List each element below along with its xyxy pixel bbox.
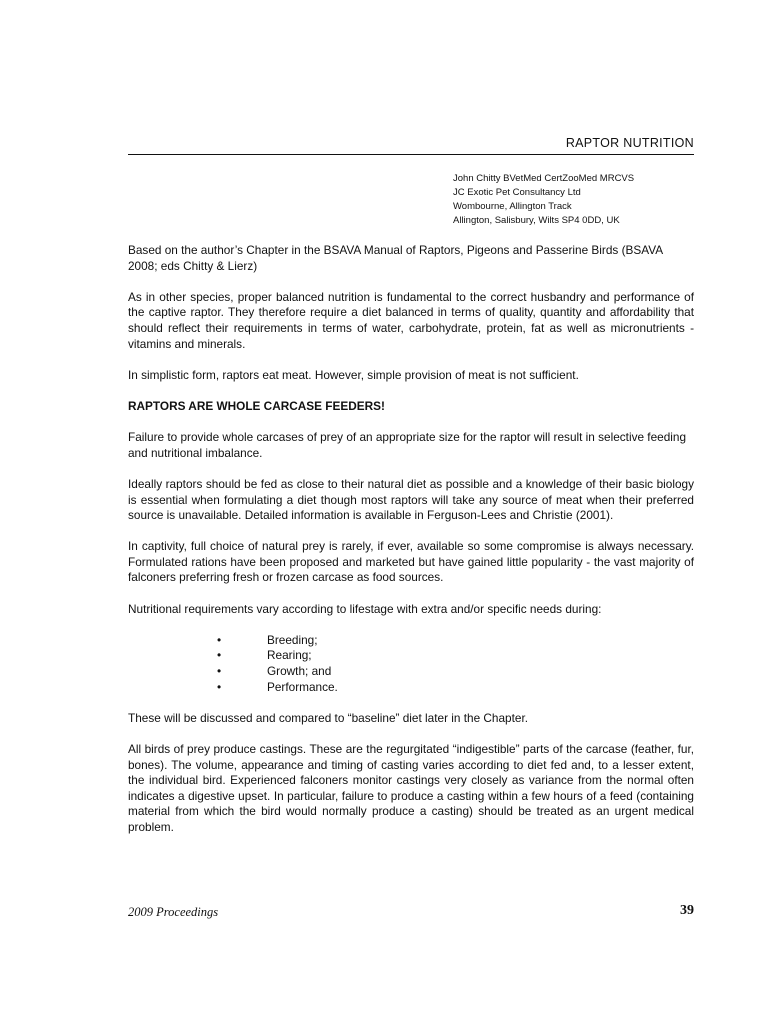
- paragraph-requirements: Nutritional requirements vary according to lifestage with extra and/or specific needs during:: [128, 601, 602, 616]
- list-item: [128, 633, 694, 649]
- author-company: JC Exotic Pet Consultancy Ltd: [453, 187, 581, 198]
- header-rule: [128, 154, 694, 155]
- author-address-line-2: Allington, Salisbury, Wilts SP4 0DD, UK: [453, 215, 620, 226]
- bullet-icon: •: [217, 679, 222, 694]
- list-item: [128, 648, 694, 664]
- paragraph-simplistic-form: In simplistic form, raptors eat meat. However, simple provision of meat is not sufficient.: [128, 367, 579, 382]
- list-item: [128, 680, 694, 696]
- list-item-text: Performance.: [267, 679, 338, 694]
- proceedings-label: 2009 Proceedings: [128, 905, 219, 919]
- list-item-text: Breeding;: [267, 632, 318, 647]
- section-heading: RAPTORS ARE WHOLE CARCASE FEEDERS!: [128, 398, 385, 413]
- bullet-icon: •: [217, 664, 222, 679]
- list-item-text: Growth; and: [267, 664, 332, 679]
- running-title: RAPTOR NUTRITION: [565, 136, 694, 150]
- page-header: [128, 136, 694, 155]
- paragraph-castings: All birds of prey produce castings. These are the regurgitated “indigestible” parts of the carcase (feather, fur, bones). The volume, appearance and timing of casting varies according to diet fed and, to a lesser extent, the individual bird. Experienced falconers monitor castings very closely as variance from the normal often indicates a digestive upset. In particular, failure to produce a casting within a few hours of a feed (containing material from which the bird would normally produce a casting) should be treated as an urgent medical problem.: [128, 742, 694, 834]
- author-name: John Chitty BVetMed CertZooMed MRCVS: [453, 173, 635, 184]
- page-footer: [128, 905, 694, 925]
- list-item-text: Rearing;: [267, 648, 312, 663]
- list-item: [128, 664, 694, 680]
- bullet-icon: •: [217, 632, 222, 647]
- author-address-line-1: Wombourne, Allington Track: [453, 201, 572, 212]
- source-note: Based on the author’s Chapter in the BSAVA Manual of Raptors, Pigeons and Passerine Birds (BSAVA 2008; eds Chitty & Lierz): [128, 243, 663, 273]
- bullet-icon: •: [217, 648, 222, 663]
- lifestage-list: [128, 633, 694, 695]
- paragraph-whole-carcases: Failure to provide whole carcases of prey of an appropriate size for the raptor will result in selective feeding and nutritional imbalance.: [128, 430, 687, 460]
- paragraph-natural-diet: Ideally raptors should be fed as close to their natural diet as possible and a knowledge of their basic biology is essential when formulating a diet though most raptors will take any source of meat when their preferred source is unavailable. Detailed information is available in Ferguson-Lees and Christie (2001).: [128, 476, 694, 523]
- paragraph-captivity: In captivity, full choice of natural prey is rarely, if ever, available so some compromise is always necessary. Formulated rations have been proposed and marketed but have gained little popularity - the vast majority of falconers preferring fresh or frozen carcase as food sources.: [128, 539, 694, 585]
- article-body: [128, 243, 694, 851]
- page-number: 39: [680, 903, 694, 918]
- paragraph-balanced-nutrition: As in other species, proper balanced nutrition is fundamental to the correct husbandry and performance of the captive raptor. They therefore require a diet balanced in terms of quality, quantity and affordability that should reflect their requirements in terms of water, carbohydrate, protein, fat as well as micronutrients - vitamins and minerals.: [128, 289, 694, 351]
- author-block: [453, 172, 634, 228]
- paragraph-baseline: These will be discussed and compared to “baseline” diet later in the Chapter.: [128, 710, 529, 725]
